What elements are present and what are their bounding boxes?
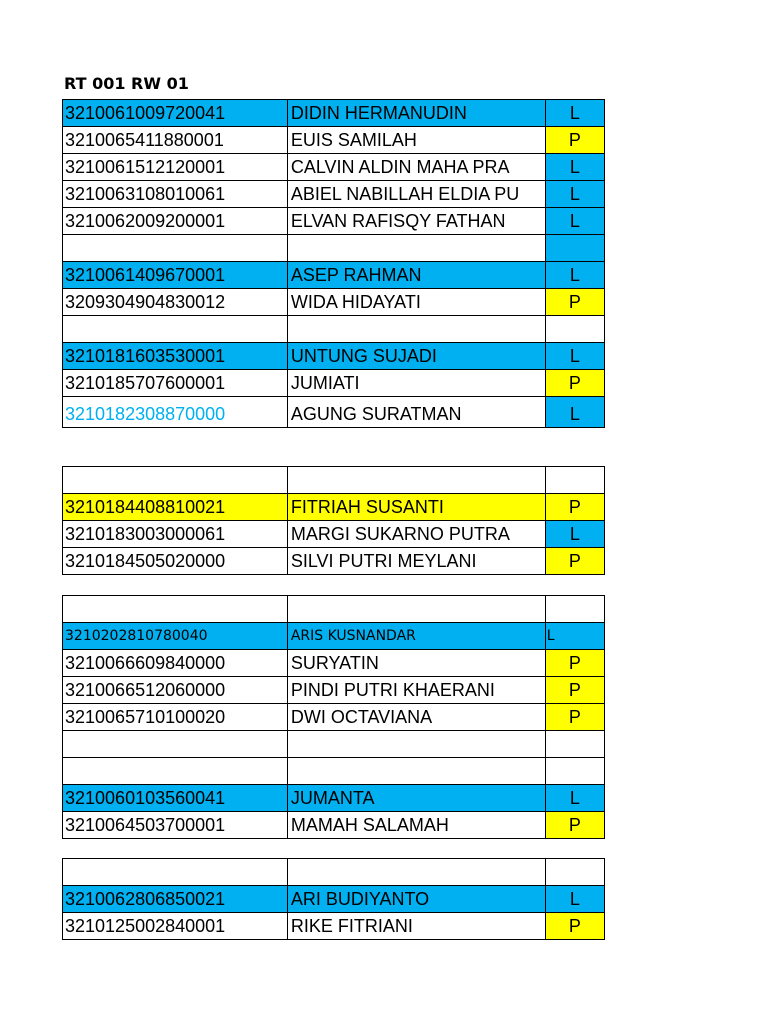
empty-row (63, 731, 605, 758)
empty-row (63, 758, 605, 785)
sex-cell[interactable]: P (545, 650, 604, 677)
name-cell[interactable]: JUMIATI (287, 370, 545, 397)
nik-cell[interactable]: 3210066609840000 (63, 650, 288, 677)
nik-cell[interactable]: 3210063108010061 (63, 181, 288, 208)
table-row (63, 812, 605, 839)
table-row (63, 785, 605, 812)
name-cell[interactable]: AGUNG SURATMAN (287, 397, 545, 428)
name-cell[interactable]: FITRIAH SUSANTI (287, 494, 545, 521)
sex-cell[interactable]: P (545, 704, 604, 731)
table-row (63, 548, 605, 575)
table-row (63, 886, 605, 913)
sex-cell[interactable]: P (545, 370, 604, 397)
empty-cell[interactable] (287, 235, 545, 262)
name-cell[interactable]: ELVAN RAFISQY FATHAN (287, 208, 545, 235)
sex-cell[interactable]: P (545, 677, 604, 704)
table-row (63, 623, 605, 650)
nik-cell[interactable]: 3210065710100020 (63, 704, 288, 731)
name-cell[interactable]: ARIS KUSNANDAR (287, 623, 545, 650)
sex-cell[interactable]: L (545, 521, 604, 548)
table-row (63, 704, 605, 731)
sex-cell[interactable]: L (545, 785, 604, 812)
sex-cell[interactable]: L (545, 181, 604, 208)
empty-cell[interactable] (63, 467, 288, 494)
name-cell[interactable]: ARI BUDIYANTO (287, 886, 545, 913)
table-row (63, 262, 605, 289)
name-cell[interactable]: DIDIN HERMANUDIN (287, 100, 545, 127)
empty-row (63, 316, 605, 343)
nik-cell[interactable]: 3210125002840001 (63, 913, 288, 940)
nik-cell[interactable]: 3210181603530001 (63, 343, 288, 370)
name-cell[interactable]: EUIS SAMILAH (287, 127, 545, 154)
nik-cell[interactable]: 3210061009720041 (63, 100, 288, 127)
empty-cell[interactable] (63, 596, 288, 623)
name-cell[interactable]: MARGI SUKARNO PUTRA (287, 521, 545, 548)
empty-row (63, 235, 605, 262)
empty-cell[interactable] (63, 235, 288, 262)
sex-cell[interactable]: P (545, 127, 604, 154)
table-row (63, 181, 605, 208)
nik-cell[interactable]: 3210061409670001 (63, 262, 288, 289)
household-table-2 (62, 466, 605, 575)
empty-row (63, 596, 605, 623)
sex-cell[interactable]: L (545, 343, 604, 370)
sex-cell[interactable]: P (545, 913, 604, 940)
name-cell[interactable]: JUMANTA (287, 785, 545, 812)
empty-cell[interactable] (63, 758, 288, 785)
nik-cell[interactable]: 3210184408810021 (63, 494, 288, 521)
empty-cell[interactable] (63, 859, 288, 886)
empty-cell[interactable] (287, 731, 545, 758)
table-row (63, 494, 605, 521)
nik-cell[interactable]: 3210185707600001 (63, 370, 288, 397)
sex-cell[interactable]: P (545, 289, 604, 316)
sex-cell[interactable]: L (545, 886, 604, 913)
nik-cell[interactable]: 3210062009200001 (63, 208, 288, 235)
nik-cell[interactable]: 3209304904830012 (63, 289, 288, 316)
empty-cell[interactable] (545, 731, 604, 758)
table-row (63, 650, 605, 677)
empty-cell[interactable] (287, 596, 545, 623)
sex-cell[interactable]: P (545, 812, 604, 839)
sex-cell[interactable]: L (545, 623, 604, 650)
name-cell[interactable]: WIDA HIDAYATI (287, 289, 545, 316)
nik-cell[interactable]: 3210064503700001 (63, 812, 288, 839)
table-row (63, 343, 605, 370)
name-cell[interactable]: CALVIN ALDIN MAHA PRA (287, 154, 545, 181)
empty-cell[interactable] (545, 316, 604, 343)
nik-cell[interactable]: 3210061512120001 (63, 154, 288, 181)
table-row (63, 370, 605, 397)
empty-cell[interactable] (545, 859, 604, 886)
sex-cell[interactable]: P (545, 548, 604, 575)
empty-cell[interactable] (287, 467, 545, 494)
empty-cell[interactable] (287, 316, 545, 343)
table-row (63, 154, 605, 181)
table-row (63, 521, 605, 548)
table-row (63, 677, 605, 704)
empty-cell[interactable] (545, 235, 604, 262)
empty-row (63, 467, 605, 494)
empty-cell[interactable] (287, 758, 545, 785)
table-row (63, 100, 605, 127)
empty-row (63, 859, 605, 886)
sex-cell[interactable]: L (545, 100, 604, 127)
sex-cell[interactable]: L (545, 262, 604, 289)
name-cell[interactable]: ASEP RAHMAN (287, 262, 545, 289)
table-row (63, 127, 605, 154)
nik-cell[interactable]: 3210182308870000 (63, 397, 288, 428)
sex-cell[interactable]: P (545, 494, 604, 521)
sex-cell[interactable]: L (545, 154, 604, 181)
name-cell[interactable]: SURYATIN (287, 650, 545, 677)
table-row (63, 208, 605, 235)
nik-cell[interactable]: 3210066512060000 (63, 677, 288, 704)
sex-cell[interactable]: L (545, 208, 604, 235)
name-cell[interactable]: ABIEL NABILLAH ELDIA PU (287, 181, 545, 208)
nik-cell[interactable]: 3210060103560041 (63, 785, 288, 812)
empty-cell[interactable] (287, 859, 545, 886)
nik-cell[interactable]: 3210183003000061 (63, 521, 288, 548)
household-table-4 (62, 858, 605, 940)
sex-cell[interactable]: L (545, 397, 604, 428)
nik-cell[interactable]: 3210184505020000 (63, 548, 288, 575)
empty-cell[interactable] (545, 596, 604, 623)
table-row (63, 289, 605, 316)
name-cell[interactable]: SILVI PUTRI MEYLANI (287, 548, 545, 575)
name-cell[interactable]: PINDI PUTRI KHAERANI (287, 677, 545, 704)
household-table-1 (62, 99, 605, 428)
empty-cell[interactable] (63, 316, 288, 343)
empty-cell[interactable] (63, 731, 288, 758)
empty-cell[interactable] (545, 758, 604, 785)
name-cell[interactable]: MAMAH SALAMAH (287, 812, 545, 839)
name-cell[interactable]: DWI OCTAVIANA (287, 704, 545, 731)
table-row (63, 913, 605, 940)
household-table-3 (62, 595, 605, 839)
name-cell[interactable]: UNTUNG SUJADI (287, 343, 545, 370)
table-row (63, 397, 605, 428)
nik-cell[interactable]: 3210065411880001 (63, 127, 288, 154)
nik-cell[interactable]: 3210202810780040 (63, 623, 288, 650)
empty-cell[interactable] (545, 467, 604, 494)
name-cell[interactable]: RIKE FITRIANI (287, 913, 545, 940)
page-title: RT 001 RW 01 (64, 74, 189, 93)
nik-cell[interactable]: 3210062806850021 (63, 886, 288, 913)
